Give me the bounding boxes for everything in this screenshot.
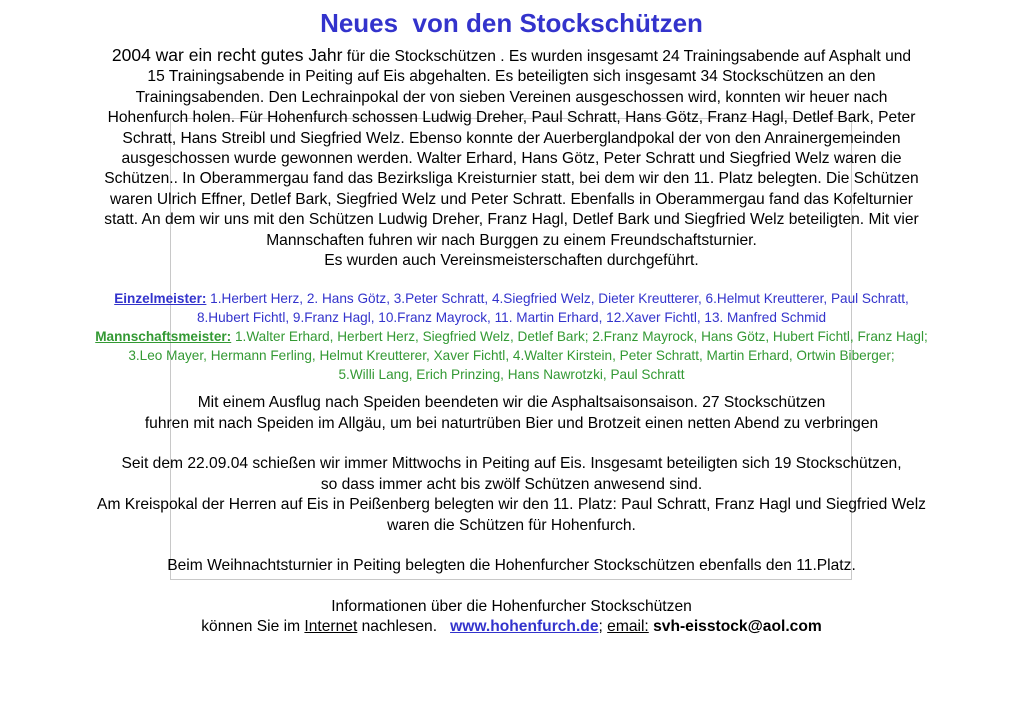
intro-line: statt. An dem wir uns mit den Schützen Ludwig Dreher, Franz Hagl, Detlef Bark und Siegfried Welz beteiligten. Mit vier <box>104 211 919 229</box>
info-line: Informationen über die Hohenfurcher Stockschützen <box>331 597 692 615</box>
info-links-line <box>0 617 1023 638</box>
einzelmeister-line <box>0 290 1023 309</box>
ausflug-line: Mit einem Ausflug nach Speiden beendeten wir die Asphaltsaisonsaison. 27 Stockschützen <box>197 394 826 412</box>
einzelmeister-text: 1.Herbert Herz, 2. Hans Götz, 3.Peter Schratt, 4.Siegfried Welz, Dieter Kreutterer, 6.Helmut Kreutterer, Paul Schratt, <box>206 291 909 307</box>
mannschaftsmeister-text: 1.Walter Erhard, Herbert Herz, Siegfried Welz, Detlef Bark; 2.Franz Mayrock, Hans Götz, Hubert Fichtl, Franz Hagl; <box>231 329 928 345</box>
email-label: email: <box>607 618 649 636</box>
ausflug-paragraph <box>0 393 1023 434</box>
website-link[interactable]: www.hohenfurch.de <box>450 618 599 636</box>
info-text: ; <box>598 618 608 636</box>
internet-link[interactable]: Internet <box>304 618 358 636</box>
intro-line: Trainingsabenden. Den Lechrainpokal der von sieben Vereinen ausgeschossen wird, konnten wir heuer nach <box>135 88 888 106</box>
intro-lead: 2004 war ein recht gutes Jahr <box>111 45 343 65</box>
mannschaftsmeister-label: Mannschaftsmeister: <box>95 329 232 345</box>
intro-line: Es wurden auch Vereinsmeisterschaften durchgeführt. <box>324 252 699 270</box>
intro-line: Hohenfurch holen. Für Hohenfurch schossen Ludwig Dreher, Paul Schratt, Hans Götz, Franz Hagl, Detlef Bark, Peter <box>107 109 916 127</box>
weihnacht-paragraph: Beim Weihnachtsturnier in Peiting belegten die Hohenfurcher Stockschützen ebenfalls den 11.Platz. <box>167 557 856 575</box>
intro-line: Schratt, Hans Streibl und Siegfried Welz. Ebenso konnte der Auerberglandpokal der von den Anrainergemeinden <box>122 129 901 147</box>
einzelmeister-label: Einzelmeister: <box>114 291 207 307</box>
eis-line: Am Kreispokal der Herren auf Eis in Peißenberg belegten wir den 11. Platz: Paul Schratt, Franz Hagl und Siegfried Welz <box>97 496 926 514</box>
intro-line: ausgeschossen wurde gewonnen werden. Walter Erhard, Hans Götz, Peter Schratt und Siegfried Welz waren die <box>121 150 902 168</box>
eis-paragraph <box>0 454 1023 536</box>
eis-line: Seit dem 22.09.04 schießen wir immer Mittwochs in Peiting auf Eis. Insgesamt beteiligten sich 19 Stockschützen, <box>121 455 902 473</box>
intro-line: waren Ulrich Effner, Detlef Bark, Siegfried Welz und Peter Schratt. Ebenfalls in Oberammergau fand das Kofelturnier <box>110 190 913 208</box>
ausflug-line: fuhren mit nach Speiden im Allgäu, um bei naturtrüben Bier und Brotzeit einen netten Abend zu verbringen <box>144 414 879 432</box>
intro-line: Mannschaften fuhren wir nach Burggen zu einem Freundschaftsturnier. <box>266 231 757 249</box>
intro-line: 15 Trainingsabende in Peiting auf Eis abgehalten. Es beteiligten sich insgesamt 34 Stockschützen an den <box>147 68 876 86</box>
page-title: Neues von den Stockschützen <box>320 8 703 38</box>
info-paragraph <box>0 597 1023 638</box>
einzelmeister-line: 8.Hubert Fichtl, 9.Franz Hagl, 10.Franz Mayrock, 11. Martin Erhard, 12.Xaver Fichtl, 13. Manfred Schmid <box>196 310 827 326</box>
info-text: nachlesen. <box>357 618 451 636</box>
mannschaftsmeister-line <box>0 328 1023 347</box>
info-text: können Sie im <box>201 618 305 636</box>
intro-paragraph <box>0 44 1023 271</box>
intro-line: Schützen.. In Oberammergau fand das Bezirksliga Kreisturnier statt, bei dem wir den 11. Platz belegten. Die Schützen <box>104 170 919 188</box>
intro-line: für die Stockschützen . Es wurden insgesamt 24 Trainingsabende auf Asphalt und <box>346 48 912 65</box>
email-link[interactable]: svh-eisstock@aol.com <box>648 618 822 636</box>
mannschaftsmeister-line: 3.Leo Mayer, Hermann Ferling, Helmut Kreutterer, Xaver Fichtl, 4.Walter Kirstein, Peter Schratt, Martin Erhard, Ortwin Biberger; <box>128 347 895 363</box>
eis-line: waren die Schützen für Hohenfurch. <box>387 516 636 534</box>
eis-line: so dass immer acht bis zwölf Schützen anwesend sind. <box>320 475 703 493</box>
results-section <box>0 290 1023 384</box>
mannschaftsmeister-line: 5.Willi Lang, Erich Prinzing, Hans Nawrotzki, Paul Schratt <box>338 366 685 382</box>
